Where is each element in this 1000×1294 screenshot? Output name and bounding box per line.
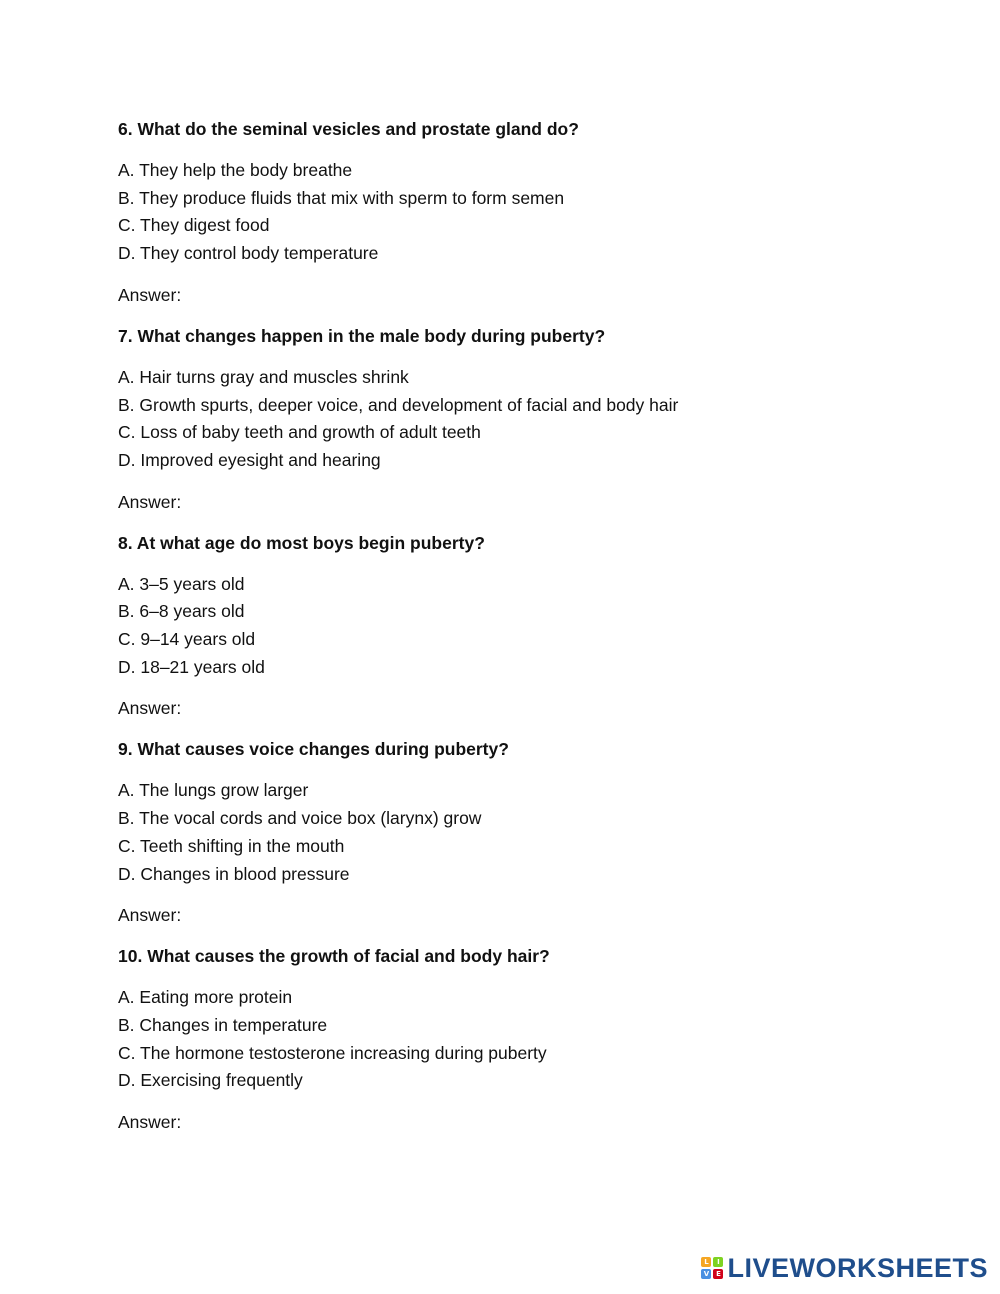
option-a: A. The lungs grow larger [118,780,309,801]
answer-label: Answer: [118,905,182,926]
option-d: D. 18–21 years old [118,656,265,677]
option-b: B. The vocal cords and voice box (larynx) grow [118,808,482,829]
option-b: B. They produce fluids that mix with sperm to form semen [118,187,565,208]
logo-mark-letter: E [713,1269,723,1279]
option-b: B. Growth spurts, deeper voice, and development of facial and body hair [118,394,679,415]
questions-list [118,116,938,1150]
option-b: B. Changes in temperature [118,1014,328,1035]
option-a: A. 3–5 years old [118,573,245,594]
logo-mark-icon [701,1257,723,1279]
question-title: 9. What causes voice changes during puberty? [118,739,509,760]
answer-label: Answer: [118,698,182,719]
options-list [118,984,938,1095]
question-title: 6. What do the seminal vesicles and prostate gland do? [118,119,579,139]
answer-label: Answer: [118,284,182,305]
options-list [118,157,938,268]
option-c: C. 9–14 years old [118,629,256,650]
logo-text: LIVEWORKSHEETS [727,1253,988,1283]
option-c: C. The hormone testosterone increasing during puberty [118,1042,547,1063]
option-c: C. Loss of baby teeth and growth of adult teeth [118,422,481,443]
question-10 [118,943,938,1136]
answer-label: Answer: [118,491,182,512]
option-b: B. 6–8 years old [118,601,245,622]
question-title: 8. At what age do most boys begin puberty? [118,532,485,553]
question-title: 7. What changes happen in the male body during puberty? [118,325,606,346]
option-a: A. They help the body breathe [118,160,353,180]
logo-mark-letter: I [713,1257,723,1267]
question-9 [118,736,938,929]
question-title: 10. What causes the growth of facial and body hair? [118,946,550,967]
option-a: A. Eating more protein [118,987,293,1008]
option-c: C. Teeth shifting in the mouth [118,835,345,856]
question-8 [118,530,938,723]
options-list [118,777,938,888]
logo-mark-letter: L [701,1257,711,1267]
options-list [118,571,938,682]
logo-mark-letter: V [701,1269,711,1279]
options-list [118,364,938,475]
option-c: C. They digest food [118,215,270,236]
liveworksheets-logo [701,1254,988,1282]
option-d: D. Improved eyesight and hearing [118,449,381,470]
option-d: D. They control body temperature [118,243,379,264]
question-6 [118,116,938,309]
option-d: D. Exercising frequently [118,1070,303,1091]
question-7 [118,323,938,516]
option-d: D. Changes in blood pressure [118,863,350,884]
answer-label: Answer: [118,1112,182,1133]
option-a: A. Hair turns gray and muscles shrink [118,366,409,387]
